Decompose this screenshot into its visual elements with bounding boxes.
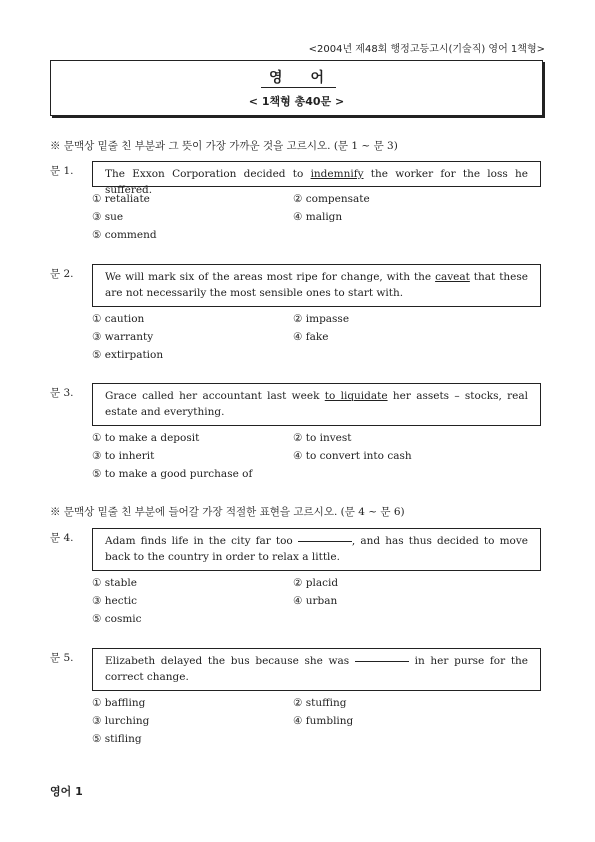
question-stem <box>92 161 541 197</box>
question-label: 문 3. <box>50 387 74 399</box>
choice-2[interactable]: ② stuffing <box>293 697 347 709</box>
exam-info: <2004년 제48회 행정고등고시(기술직) 영어 1책형> <box>308 44 545 55</box>
choice-3[interactable]: ③ to inherit <box>92 450 155 462</box>
section-instruction-2: ※ 문맥상 밑줄 친 부분에 들어갈 가장 적절한 표현을 고르시오. (문 4 ~ 문 6) <box>50 506 405 518</box>
choice-3[interactable]: ③ sue <box>92 211 124 223</box>
choice-4[interactable]: ④ fumbling <box>293 715 354 727</box>
answer-blank <box>298 541 352 542</box>
question-label: 문 1. <box>50 165 74 177</box>
choice-4[interactable]: ④ fake <box>293 331 329 343</box>
choice-3[interactable]: ③ hectic <box>92 595 138 607</box>
choice-1[interactable]: ① retaliate <box>92 193 150 205</box>
choice-2[interactable]: ② placid <box>293 577 339 589</box>
underlined-term: to liquidate <box>324 390 388 402</box>
choice-1[interactable]: ① baffling <box>92 697 146 709</box>
choice-1[interactable]: ① stable <box>92 577 137 589</box>
stem-text: Grace called her accountant last week <box>105 390 325 402</box>
choice-4[interactable]: ④ urban <box>293 595 338 607</box>
choice-5[interactable]: ⑤ to make a good purchase of <box>92 468 253 480</box>
question-stem <box>92 264 541 307</box>
stem-text: , and has thus decided to move back to the country in order to relax a little. <box>105 535 529 564</box>
question-label: 문 4. <box>50 532 74 544</box>
choice-5[interactable]: ⑤ stifling <box>92 733 142 745</box>
question-label: 문 5. <box>50 652 74 664</box>
stem-text: The Exxon Corporation decided to <box>105 168 311 180</box>
choice-2[interactable]: ② compensate <box>293 193 370 205</box>
stem-text: Adam finds life in the city far too <box>105 535 293 547</box>
page-footer: 영어 1 <box>50 785 83 798</box>
underlined-term: caveat <box>435 271 470 283</box>
page-subtitle: < 1책형 총40문 > <box>248 95 345 108</box>
choice-2[interactable]: ② impasse <box>293 313 350 325</box>
stem-text: We will mark six of the areas most ripe for change, with the <box>105 271 436 283</box>
choice-3[interactable]: ③ lurching <box>92 715 150 727</box>
choice-4[interactable]: ④ to convert into cash <box>293 450 412 462</box>
question-stem <box>92 528 541 571</box>
question-stem <box>92 383 541 426</box>
stem-text: Elizabeth delayed the bus because she was <box>105 655 350 667</box>
choice-4[interactable]: ④ malign <box>293 211 343 223</box>
stem-text: in her purse for the correct change. <box>105 655 529 684</box>
choice-1[interactable]: ① to make a deposit <box>92 432 200 444</box>
choice-5[interactable]: ⑤ extirpation <box>92 349 164 361</box>
choice-5[interactable]: ⑤ cosmic <box>92 613 142 625</box>
page-title: 영어 <box>268 70 353 86</box>
answer-blank <box>355 661 409 662</box>
choice-3[interactable]: ③ warranty <box>92 331 154 343</box>
stem-text: that these are not necessarily the most sensible ones to start with. <box>105 271 528 300</box>
choice-5[interactable]: ⑤ commend <box>92 229 157 241</box>
choice-2[interactable]: ② to invest <box>293 432 352 444</box>
question-label: 문 2. <box>50 268 74 280</box>
title-underline <box>261 87 336 88</box>
section-instruction-1: ※ 문맥상 밑줄 친 부분과 그 뜻이 가장 가까운 것을 고르시오. (문 1 ~ 문 3) <box>50 140 398 152</box>
stem-text: her assets – stocks, real estate and everything. <box>105 390 528 419</box>
underlined-term: indemnify <box>310 168 364 180</box>
title-box <box>50 60 543 116</box>
choice-1[interactable]: ① caution <box>92 313 145 325</box>
question-stem <box>92 648 541 691</box>
stem-text: the worker for the loss he suffered. <box>105 168 528 197</box>
